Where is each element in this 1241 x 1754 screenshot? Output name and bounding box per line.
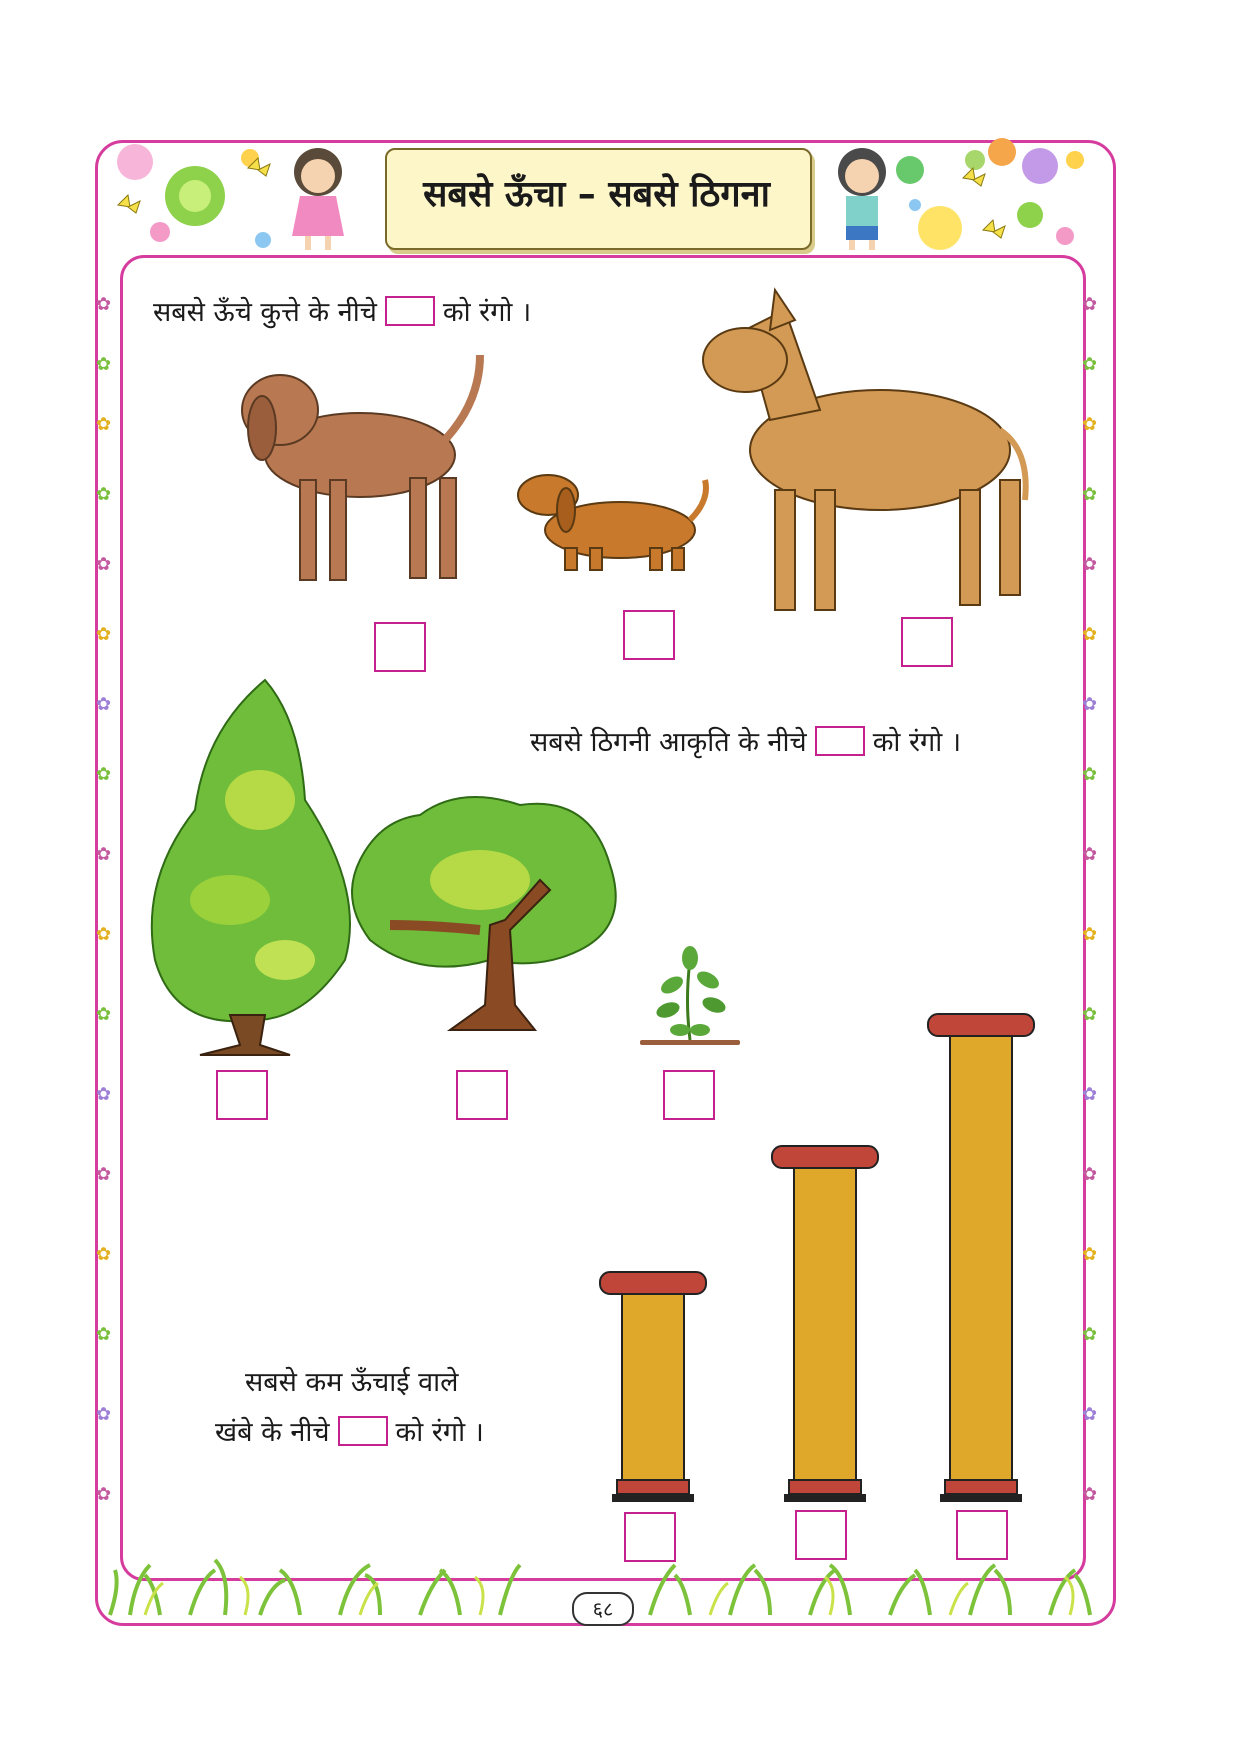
svg-text:✿: ✿ xyxy=(96,484,112,505)
svg-text:✿: ✿ xyxy=(1082,1004,1098,1025)
pillar-instruction-line1-text: सबसे कम ऊँचाई वाले xyxy=(245,1367,459,1398)
svg-text:✿: ✿ xyxy=(1082,1324,1098,1345)
svg-text:✿: ✿ xyxy=(1082,1484,1098,1505)
svg-text:✿: ✿ xyxy=(1082,624,1098,645)
svg-text:✿: ✿ xyxy=(1082,1404,1098,1425)
svg-text:✿: ✿ xyxy=(96,354,112,375)
svg-text:✿: ✿ xyxy=(1082,294,1098,315)
svg-text:✿: ✿ xyxy=(1082,764,1098,785)
svg-text:✿: ✿ xyxy=(96,924,112,945)
svg-text:✿: ✿ xyxy=(1082,484,1098,505)
svg-text:✿: ✿ xyxy=(96,554,112,575)
svg-text:✿: ✿ xyxy=(96,1004,112,1025)
svg-text:✿: ✿ xyxy=(96,1084,112,1105)
svg-text:✿: ✿ xyxy=(96,1244,112,1265)
svg-text:✿: ✿ xyxy=(96,624,112,645)
svg-text:✿: ✿ xyxy=(1082,1244,1098,1265)
dog-instruction-suffix: को रंगो । xyxy=(442,297,532,328)
page-number: ६८ xyxy=(572,1592,634,1626)
plant-instruction-suffix: को रंगो । xyxy=(872,727,962,758)
svg-text:✿: ✿ xyxy=(96,294,112,315)
svg-text:✿: ✿ xyxy=(1082,694,1098,715)
page-title: सबसे ऊँचा – सबसे ठिगना xyxy=(423,174,770,215)
pillar-instruction-suffix: को रंगो । xyxy=(395,1417,484,1448)
svg-text:✿: ✿ xyxy=(96,1164,112,1185)
dog-instruction-text: सबसे ऊँचे कुत्ते के नीचे xyxy=(153,297,377,328)
svg-text:✿: ✿ xyxy=(1082,924,1098,945)
svg-text:✿: ✿ xyxy=(96,844,112,865)
svg-text:✿: ✿ xyxy=(1082,554,1098,575)
svg-text:✿: ✿ xyxy=(1082,414,1098,435)
plant-instruction-text: सबसे ठिगनी आकृति के नीचे xyxy=(530,727,807,758)
svg-text:✿: ✿ xyxy=(96,764,112,785)
pillar-instruction-text: खंबे के नीचे xyxy=(215,1417,330,1448)
svg-text:✿: ✿ xyxy=(1082,844,1098,865)
svg-text:✿: ✿ xyxy=(1082,1164,1098,1185)
svg-text:✿: ✿ xyxy=(96,414,112,435)
svg-text:✿: ✿ xyxy=(96,1404,112,1425)
svg-text:✿: ✿ xyxy=(1082,1084,1098,1105)
svg-text:✿: ✿ xyxy=(96,1324,112,1345)
svg-text:✿: ✿ xyxy=(96,694,112,715)
svg-text:✿: ✿ xyxy=(1082,354,1098,375)
svg-text:✿: ✿ xyxy=(96,1484,112,1505)
